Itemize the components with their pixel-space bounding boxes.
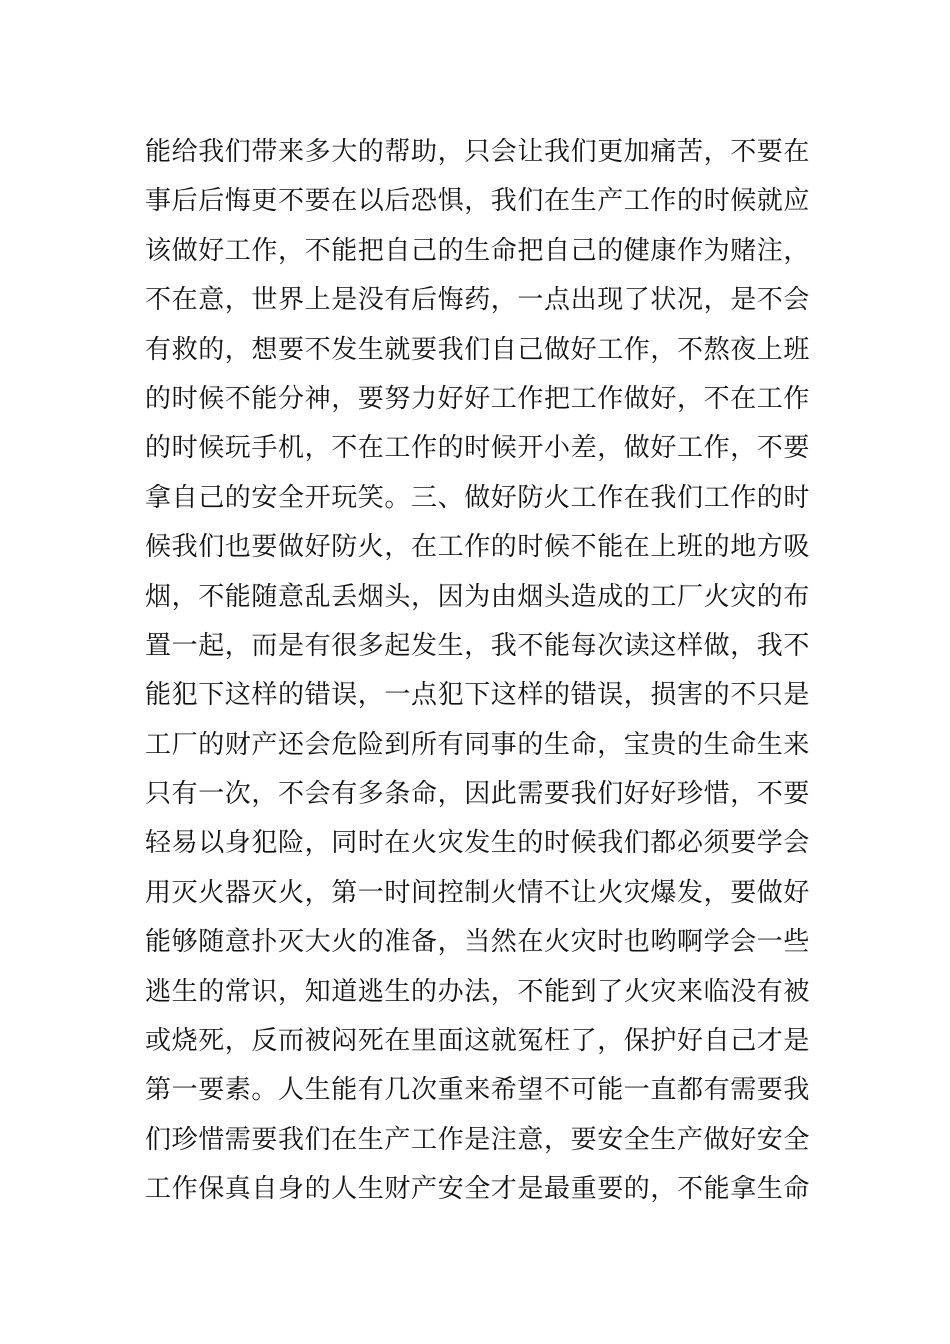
- text-line: 能够随意扑灭大火的准备，当然在火灾时也哟啊学会一些: [145, 927, 811, 958]
- body-text: [145, 128, 810, 1215]
- text-line: 拿自己的安全开玩笑。三、做好防火工作在我们工作的时: [145, 482, 811, 513]
- text-line: 置一起，而是有很多起发生，我不能每次读这样做，我不: [145, 630, 811, 661]
- text-line: 事后后悔更不要在以后恐惧，我们在生产工作的时候就应: [145, 186, 811, 217]
- text-line: 能给我们带来多大的帮助，只会让我们更加痛苦，不要在: [145, 137, 811, 167]
- text-line: 候我们也要做好防火，在工作的时候不能在上班的地方吸: [145, 532, 811, 563]
- text-line: 工厂的财产还会危险到所有同事的生命，宝贵的生命生来: [145, 729, 811, 760]
- text-line: 第一要素。人生能有几次重来希望不可能一直都有需要我: [145, 1075, 811, 1106]
- text-line: 有救的，想要不发生就要我们自己做好工作，不熬夜上班: [145, 334, 811, 365]
- text-line: 烟，不能随意乱丢烟头，因为由烟头造成的工厂火灾的布: [145, 581, 811, 612]
- text-line: 该做好工作，不能把自己的生命把自己的健康作为赌注，: [145, 235, 811, 266]
- text-line: 只有一次，不会有多条命，因此需要我们好好珍惜，不要: [145, 779, 811, 810]
- text-line: 能犯下这样的错误，一点犯下这样的错误，损害的不只是: [145, 680, 811, 711]
- text-line: 不在意，世界上是没有后悔药，一点出现了状况，是不会: [145, 285, 811, 316]
- text-line: 的时候不能分神，要努力好好工作把工作做好，不在工作: [145, 383, 811, 414]
- text-line: 的时候玩手机，不在工作的时候开小差，做好工作，不要: [145, 433, 811, 464]
- text-line: 或烧死，反而被闷死在里面这就冤枉了，保护好自己才是: [145, 1026, 811, 1057]
- text-line: 用灭火器灭火，第一时间控制火情不让火灾爆发，要做好: [145, 877, 811, 908]
- text-line: 逃生的常识，知道逃生的办法，不能到了火灾来临没有被: [145, 976, 811, 1007]
- text-line: 轻易以身犯险，同时在火灾发生的时候我们都必须要学会: [145, 828, 811, 859]
- text-line: 工作保真自身的人生财产安全才是最重要的，不能拿生命: [145, 1174, 811, 1205]
- text-line: 们珍惜需要我们在生产工作是注意，要安全生产做好安全: [145, 1124, 811, 1155]
